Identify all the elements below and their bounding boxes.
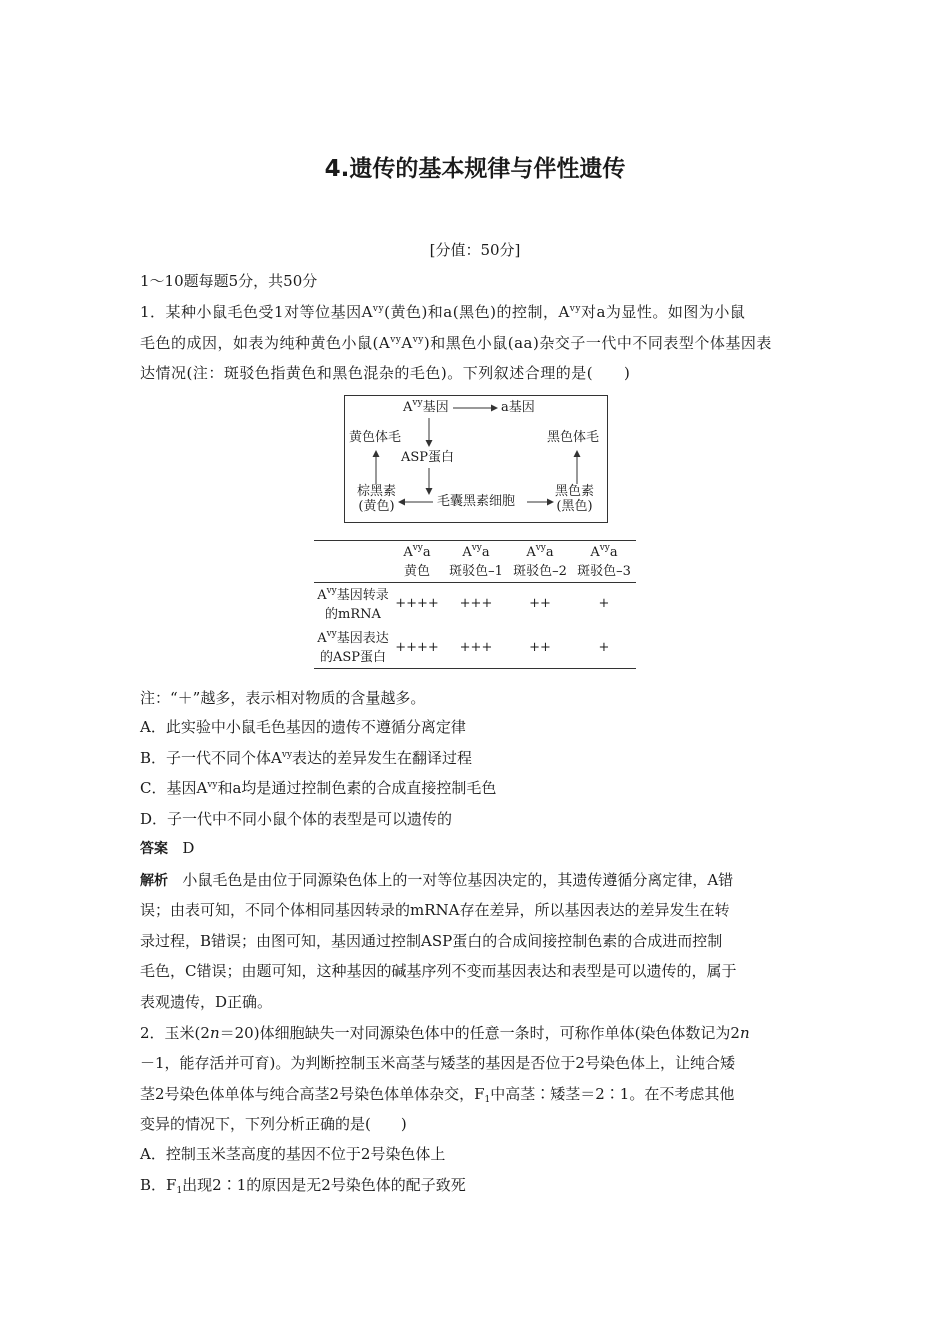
- table-header-col-3: $A^{vy}a$ 斑驳色–2: [513, 543, 567, 579]
- table-row-1-cell-3: ++: [529, 596, 551, 611]
- q2-stem-line-1: 2．玉米(2n＝20)体细胞缺失一对同源染色体中的任意一条时，可称作单体(染色体数记为2n: [140, 1024, 750, 1042]
- asp-protein-label: ASP蛋白: [401, 450, 455, 465]
- table-row-1-cell-2: +++: [459, 596, 493, 611]
- intro-line: 1～10题每题5分，共50分: [140, 272, 318, 290]
- q1-analysis-line-2: 误；由表可知，不同个体相同基因转录的mRNA存在差异，所以基因表达的差异发生在转: [140, 901, 730, 919]
- answer-value: D: [182, 839, 195, 857]
- gene-a-label: a基因: [501, 400, 535, 415]
- table-row-1-cell-1: ++++: [395, 596, 439, 611]
- table-row-2-label: $A^{vy}$基因表达 的ASP蛋白: [317, 629, 389, 665]
- q1-note: 注：“＋”越多，表示相对物质的含量越多。: [140, 689, 426, 707]
- table-row-2-cell-3: ++: [529, 640, 551, 655]
- yellow-hair-label: 黄色体毛: [349, 430, 402, 445]
- score-line: [分值：50分]: [429, 241, 521, 259]
- q1-option-b: B．子一代不同个体$A^{vy}$表达的差异发生在翻译过程: [140, 749, 473, 767]
- q2-stem-line-4: 变异的情况下，下列分析正确的是( ): [140, 1115, 407, 1133]
- table-header-col-1: $A^{vy}a$ 黄色: [403, 543, 431, 579]
- q2-stem-line-3: 茎2号染色体单体与纯合高茎2号染色体单体杂交，$F_1$中高茎∶矮茎＝2∶1。在不考虑其他: [140, 1085, 735, 1105]
- table-top-rule: [314, 540, 636, 541]
- q1-stem-line-2: 毛色的成因，如表为纯种黄色小鼠$(A^{vy}A^{vy})$和黑色小鼠(aa)杂交子一代中不同表型个体基因表: [140, 334, 772, 352]
- q1-analysis-line-1: 解析 小鼠毛色是由位于同源染色体上的一对等位基因决定的，其遗传遵循分离定律，A错: [140, 871, 734, 889]
- table-row-1-cell-4: +: [598, 596, 610, 611]
- table-header-rule: [314, 582, 636, 583]
- table-header-col-4: $A^{vy}a$ 斑驳色–3: [577, 543, 631, 579]
- q2-option-a: A．控制玉米茎高度的基因不位于2号染色体上: [140, 1145, 446, 1163]
- q1-option-a: A．此实验中小鼠毛色基因的遗传不遵循分离定律: [140, 718, 466, 736]
- table-row-2-cell-4: +: [598, 640, 610, 655]
- q1-answer: [140, 838, 194, 858]
- table-header-col-2: $A^{vy}a$ 斑驳色–1: [449, 543, 503, 579]
- brown-pigment-label: 棕黑素 (黄色): [357, 484, 397, 514]
- black-pigment-label: 黑色素 (黑色): [555, 484, 595, 514]
- q1-analysis-line-5: 表观遗传，D正确。: [140, 993, 273, 1011]
- q2-option-b: B．$F_1$出现2∶1的原因是无2号染色体的配子致死: [140, 1176, 466, 1196]
- q1-option-d: D．子一代中不同小鼠个体的表型是可以遗传的: [140, 810, 453, 828]
- q2-stem-line-2: －1，能存活并可育)。为判断控制玉米高茎与矮茎的基因是否位于2号染色体上，让纯合矮: [140, 1054, 735, 1072]
- q1-option-c: C．基因$A^{vy}$和a均是通过控制色素的合成直接控制毛色: [140, 779, 497, 797]
- page-title: 4.遗传的基本规律与伴性遗传: [324, 156, 626, 182]
- answer-label: 答案: [140, 841, 168, 857]
- q1-analysis-line-3: 录过程，B错误；由图可知，基因通过控制ASP蛋白的合成间接控制色素的合成进而控制: [140, 932, 723, 950]
- table-row-2-cell-2: +++: [459, 640, 493, 655]
- q1-stem-line-3: 达情况(注：斑驳色指黄色和黑色混杂的毛色)。下列叙述合理的是( ): [140, 364, 631, 382]
- black-hair-label: 黑色体毛: [547, 430, 600, 445]
- table-row-2-cell-1: ++++: [395, 640, 439, 655]
- analysis-label: 解析: [140, 873, 168, 889]
- q1-stem-line-1: 1．某种小鼠毛色受1对等位基因$A^{vy}$(黄色)和a(黑色)的控制，$A^{vy}$对a为显性。如图为小鼠: [140, 303, 746, 321]
- coat-color-diagram: [344, 395, 608, 523]
- table-row-1-label: $A^{vy}$基因转录 的mRNA: [317, 586, 389, 622]
- table-bottom-rule: [314, 668, 636, 669]
- melanocyte-label: 毛囊黑素细胞: [437, 494, 516, 509]
- gene-avy-label: $A^{vy}$基因: [403, 398, 449, 415]
- q1-analysis-line-4: 毛色，C错误；由题可知，这种基因的碱基序列不变而基因表达和表型是可以遗传的，属于: [140, 962, 737, 980]
